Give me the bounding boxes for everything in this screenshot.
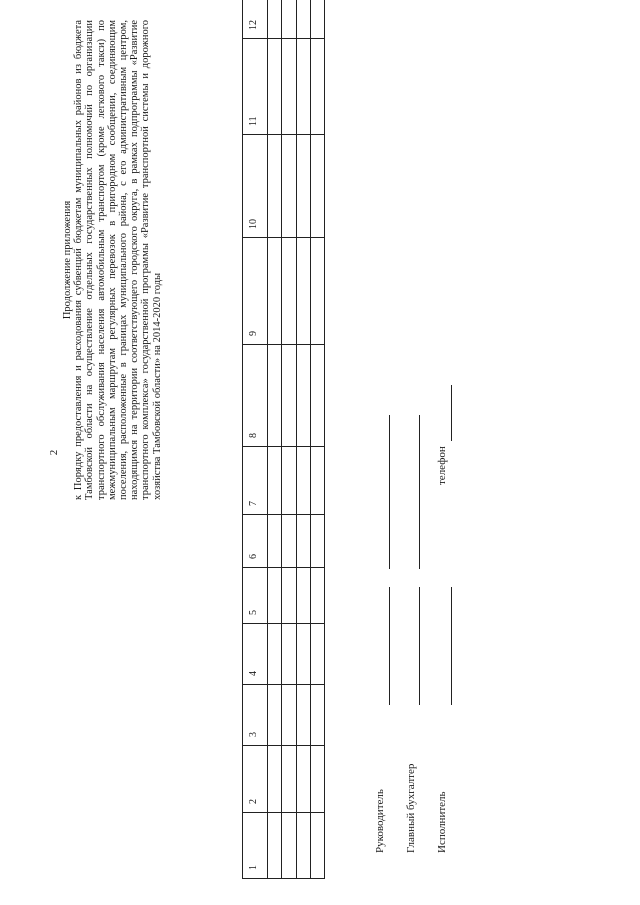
column-number: 2 xyxy=(248,799,259,804)
table-cell xyxy=(310,0,324,39)
table-cell xyxy=(296,0,310,39)
table-cell xyxy=(296,746,310,813)
table-cell xyxy=(296,624,310,685)
table-cell xyxy=(282,813,296,879)
table-cell xyxy=(310,624,324,685)
table-cell xyxy=(310,135,324,238)
table-cell xyxy=(282,568,296,624)
appendix-header xyxy=(62,20,163,500)
head-signature-line xyxy=(389,587,390,705)
table-cell xyxy=(310,746,324,813)
table-cell xyxy=(282,0,296,39)
table-cell xyxy=(282,135,296,238)
table-cell xyxy=(296,39,310,135)
table-row xyxy=(310,0,324,879)
table-cell xyxy=(282,515,296,568)
column-number: 12 xyxy=(248,20,259,30)
table-row xyxy=(296,0,310,879)
table-cell xyxy=(268,568,282,624)
column-number: 5 xyxy=(248,610,259,615)
chief-accountant-label: Главный бухгалтер xyxy=(405,763,417,853)
table-cell xyxy=(268,515,282,568)
column-number-cell xyxy=(243,39,268,135)
table-cell xyxy=(310,345,324,447)
table-cell xyxy=(310,447,324,515)
column-number-cell xyxy=(243,135,268,238)
column-number-cell xyxy=(243,238,268,345)
column-number-cell xyxy=(243,624,268,685)
phone-label: телефон xyxy=(436,446,448,485)
table-cell xyxy=(296,447,310,515)
column-number: 9 xyxy=(248,331,259,336)
executor-signature-line xyxy=(451,587,452,705)
column-number-cell xyxy=(243,447,268,515)
table-cell xyxy=(268,135,282,238)
table-row xyxy=(268,0,282,879)
table-cell xyxy=(268,238,282,345)
table-cell xyxy=(268,0,282,39)
table-cell xyxy=(310,39,324,135)
column-number-cell xyxy=(243,685,268,746)
column-number: 7 xyxy=(248,501,259,506)
continuation-title: Продолжение приложения xyxy=(62,200,73,320)
table-cell xyxy=(282,746,296,813)
table-cell xyxy=(268,624,282,685)
table-cell xyxy=(268,746,282,813)
table-cell xyxy=(282,624,296,685)
column-number-cell xyxy=(243,515,268,568)
column-number: 4 xyxy=(248,671,259,676)
page-number: 2 xyxy=(48,449,60,456)
table-cell xyxy=(296,813,310,879)
phone-line xyxy=(451,385,452,441)
table-cell xyxy=(310,238,324,345)
column-number-cell xyxy=(243,568,268,624)
table-cell xyxy=(268,685,282,746)
table-cell xyxy=(310,515,324,568)
column-number: 8 xyxy=(248,433,259,438)
table-cell xyxy=(282,238,296,345)
appendix-reference-text: к Порядку предоставления и расходования субвенций бюджетам муниципальных районов из бюджета Тамбовской области на осуществление отдельных государственных полномочий по организации транспортного обслуживания населения автомобильным транспортом (кроме легкового такси) по межмуниципальным маршрутам регулярных перевозок в пригородном сообщении, соединяющим поселения, расположенные в границах муниципального района, с его административным центром, находящимся на территории соответствующего городского округа, в рамках подпрограммы «Развитие транспортного комплекса» государственной программы «Развитие транспортной системы и дорожного хозяйства Тамбовской области» на 2014-2020 годы xyxy=(73,20,163,500)
table-cell xyxy=(268,345,282,447)
table-cell xyxy=(282,685,296,746)
table-cell xyxy=(282,345,296,447)
table-cell xyxy=(296,568,310,624)
table-cell xyxy=(296,135,310,238)
column-number-cell xyxy=(243,0,268,39)
table-cell xyxy=(296,685,310,746)
head-label: Руководитель xyxy=(374,789,386,853)
table-header-row xyxy=(243,0,268,879)
column-number: 11 xyxy=(248,116,259,126)
table-cell xyxy=(282,39,296,135)
table-cell xyxy=(296,515,310,568)
chief-accountant-signature-line xyxy=(419,587,420,705)
head-name-line xyxy=(389,415,390,569)
table-cell xyxy=(310,685,324,746)
table-cell xyxy=(296,238,310,345)
table-cell xyxy=(310,568,324,624)
table-cell xyxy=(268,447,282,515)
column-number: 10 xyxy=(248,219,259,229)
column-number-cell xyxy=(243,345,268,447)
table-cell xyxy=(268,39,282,135)
column-number: 6 xyxy=(248,554,259,559)
column-number: 3 xyxy=(248,732,259,737)
table-cell xyxy=(296,345,310,447)
chief-accountant-name-line xyxy=(419,415,420,569)
executor-label: Исполнитель xyxy=(436,791,448,853)
column-number-cell xyxy=(243,813,268,879)
column-number: 1 xyxy=(248,865,259,870)
table-cell xyxy=(268,813,282,879)
column-number-cell xyxy=(243,746,268,813)
table-cell xyxy=(282,447,296,515)
table-row xyxy=(282,0,296,879)
table-cell xyxy=(310,813,324,879)
report-table xyxy=(242,0,325,879)
